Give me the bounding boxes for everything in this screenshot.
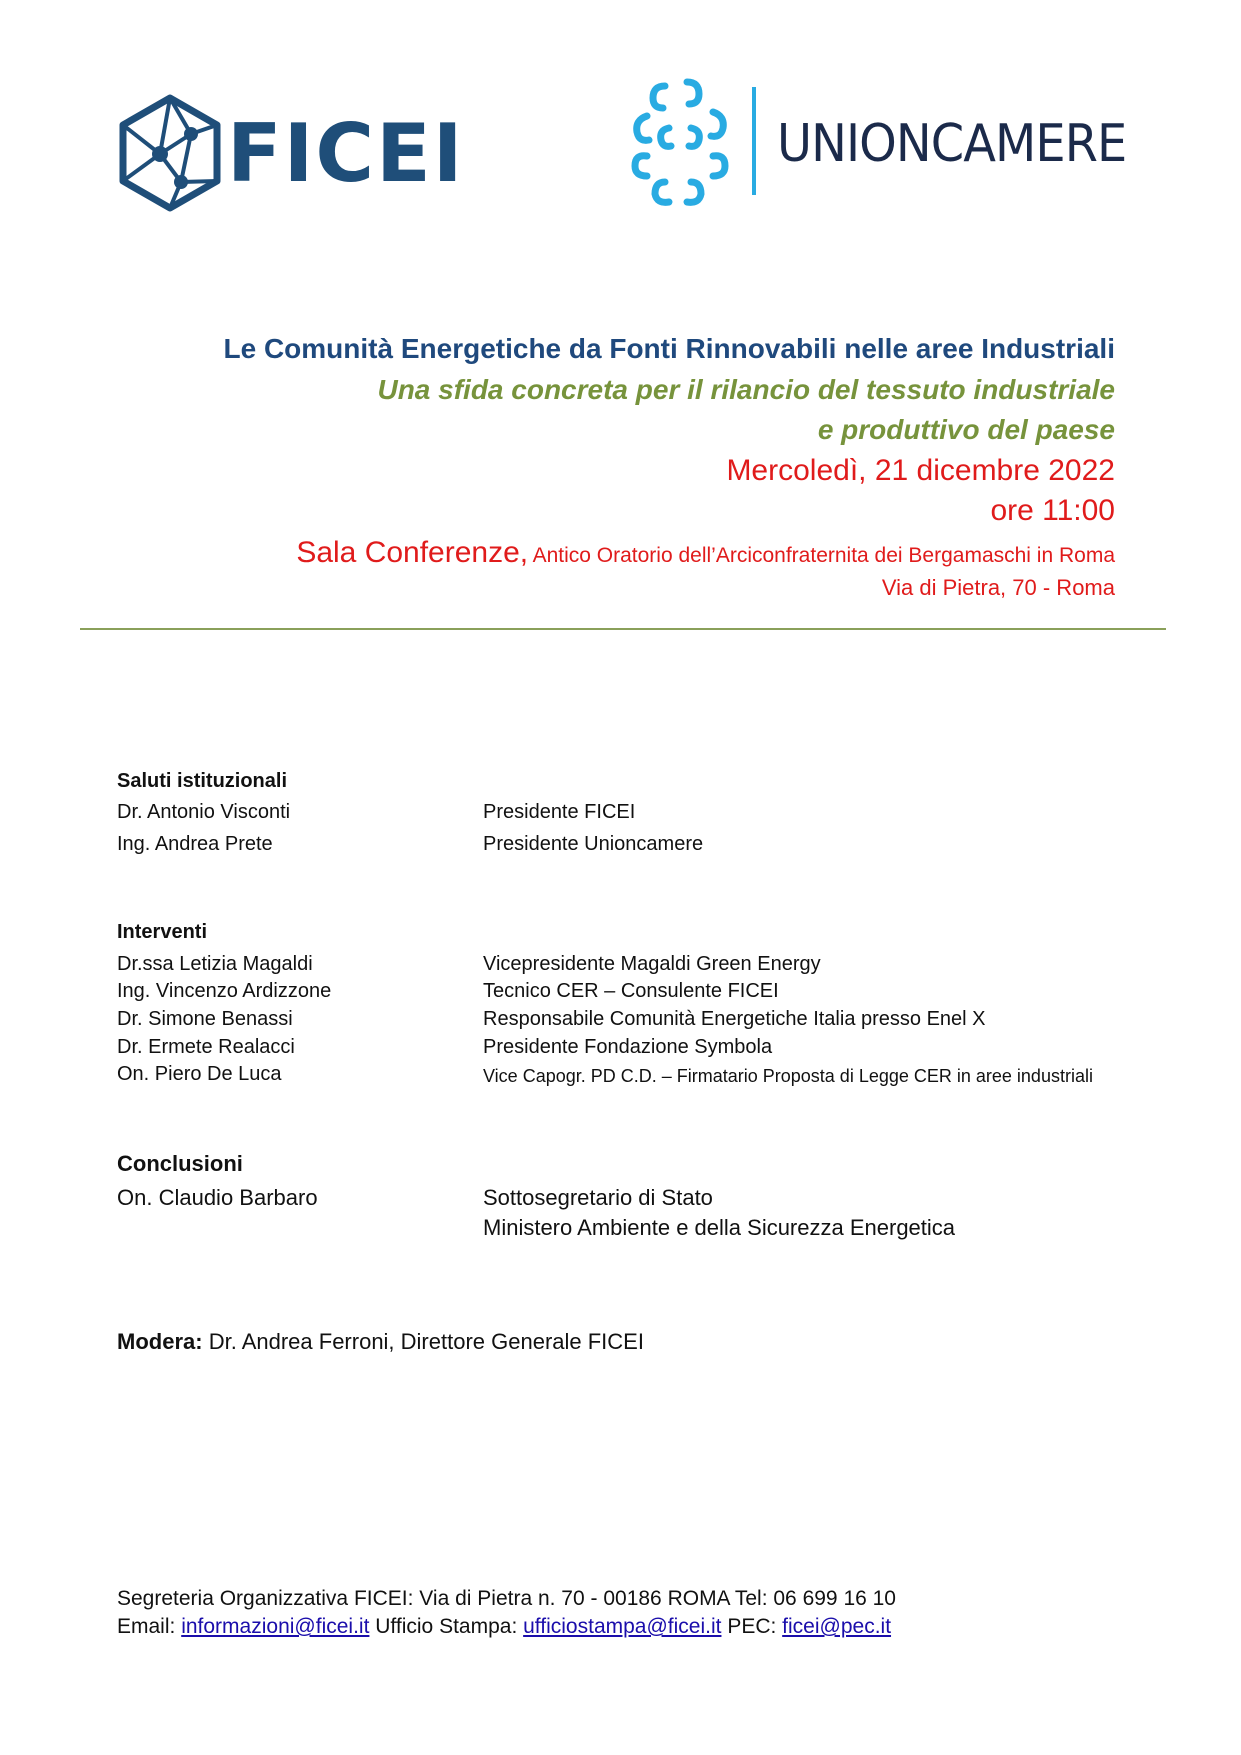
event-address: Via di Pietra, 70 - Roma xyxy=(881,575,1115,600)
event-time: ore 11:00 xyxy=(990,494,1115,527)
event-venue xyxy=(296,536,1115,570)
unioncamere-wordmark: UNIONCAMERE xyxy=(777,114,1127,174)
moderator-label: Modera: xyxy=(117,1329,203,1354)
header-divider xyxy=(80,628,1166,630)
logo-divider xyxy=(752,87,756,195)
speaker-role: Sottosegretario di Stato xyxy=(483,1185,713,1210)
venue-main: Sala Conferenze, xyxy=(296,536,529,569)
speaker-role: Presidente Fondazione Symbola xyxy=(483,1036,773,1058)
speaker-name: Dr. Ermete Realacci xyxy=(117,1036,295,1058)
event-date: Mercoledì, 21 dicembre 2022 xyxy=(726,454,1115,487)
email-label: Email: xyxy=(117,1615,176,1638)
moderator-text: Dr. Andrea Ferroni, Direttore Generale FICEI xyxy=(208,1329,644,1354)
footer-line1: Segreteria Organizzativa FICEI: Via di Pietra n. 70 - 00186 ROMA Tel: 06 699 16 10 xyxy=(117,1587,896,1610)
ficei-wordmark: FICEI xyxy=(227,107,465,200)
ficei-network-icon xyxy=(115,92,225,214)
speaker-role: Vicepresidente Magaldi Green Energy xyxy=(483,953,821,975)
speaker-role: Vice Capogr. PD C.D. – Firmatario Proposta di Legge CER in aree industriali xyxy=(483,1066,1093,1086)
speaker-name: On. Piero De Luca xyxy=(117,1063,282,1085)
press-email-link[interactable]: ufficiostampa@ficei.it xyxy=(523,1615,722,1638)
speaker-role: Presidente Unioncamere xyxy=(483,833,704,855)
speaker-name: On. Claudio Barbaro xyxy=(117,1185,318,1210)
section-heading-interventi: Interventi xyxy=(117,921,208,943)
speaker-role: Responsabile Comunità Energetiche Italia presso Enel X xyxy=(483,1008,986,1030)
pec-email-link[interactable]: ficei@pec.it xyxy=(782,1615,892,1638)
footer-contacts xyxy=(117,1615,891,1639)
moderator xyxy=(117,1329,644,1355)
venue-detail: Antico Oratorio dell’Arciconfraternita dei Bergamaschi in Roma xyxy=(532,544,1115,567)
section-heading-conclusioni: Conclusioni xyxy=(117,1151,243,1176)
speaker-role: Presidente FICEI xyxy=(483,801,636,823)
unioncamere-swirl-icon xyxy=(625,72,735,212)
press-label: Ufficio Stampa: xyxy=(375,1615,518,1638)
email-link[interactable]: informazioni@ficei.it xyxy=(181,1615,370,1638)
unioncamere-logo xyxy=(625,72,1127,212)
speaker-name: Dr. Antonio Visconti xyxy=(117,801,291,823)
speaker-name: Dr. Simone Benassi xyxy=(117,1008,293,1030)
event-subtitle-line1: Una sfida concreta per il rilancio del tessuto industriale xyxy=(377,374,1115,405)
section-heading-saluti: Saluti istituzionali xyxy=(117,770,288,792)
speaker-name: Ing. Vincenzo Ardizzone xyxy=(117,980,332,1002)
ficei-logo xyxy=(115,92,465,214)
speaker-role-line2: Ministero Ambiente e della Sicurezza Energetica xyxy=(483,1215,956,1240)
event-title: Le Comunità Energetiche da Fonti Rinnovabili nelle aree Industriali xyxy=(223,333,1115,364)
speaker-name: Dr.ssa Letizia Magaldi xyxy=(117,953,313,975)
pec-label: PEC: xyxy=(727,1615,777,1638)
speaker-role: Tecnico CER – Consulente FICEI xyxy=(483,980,779,1002)
event-subtitle-line2: e produttivo del paese xyxy=(817,414,1115,445)
speaker-name: Ing. Andrea Prete xyxy=(117,833,273,855)
